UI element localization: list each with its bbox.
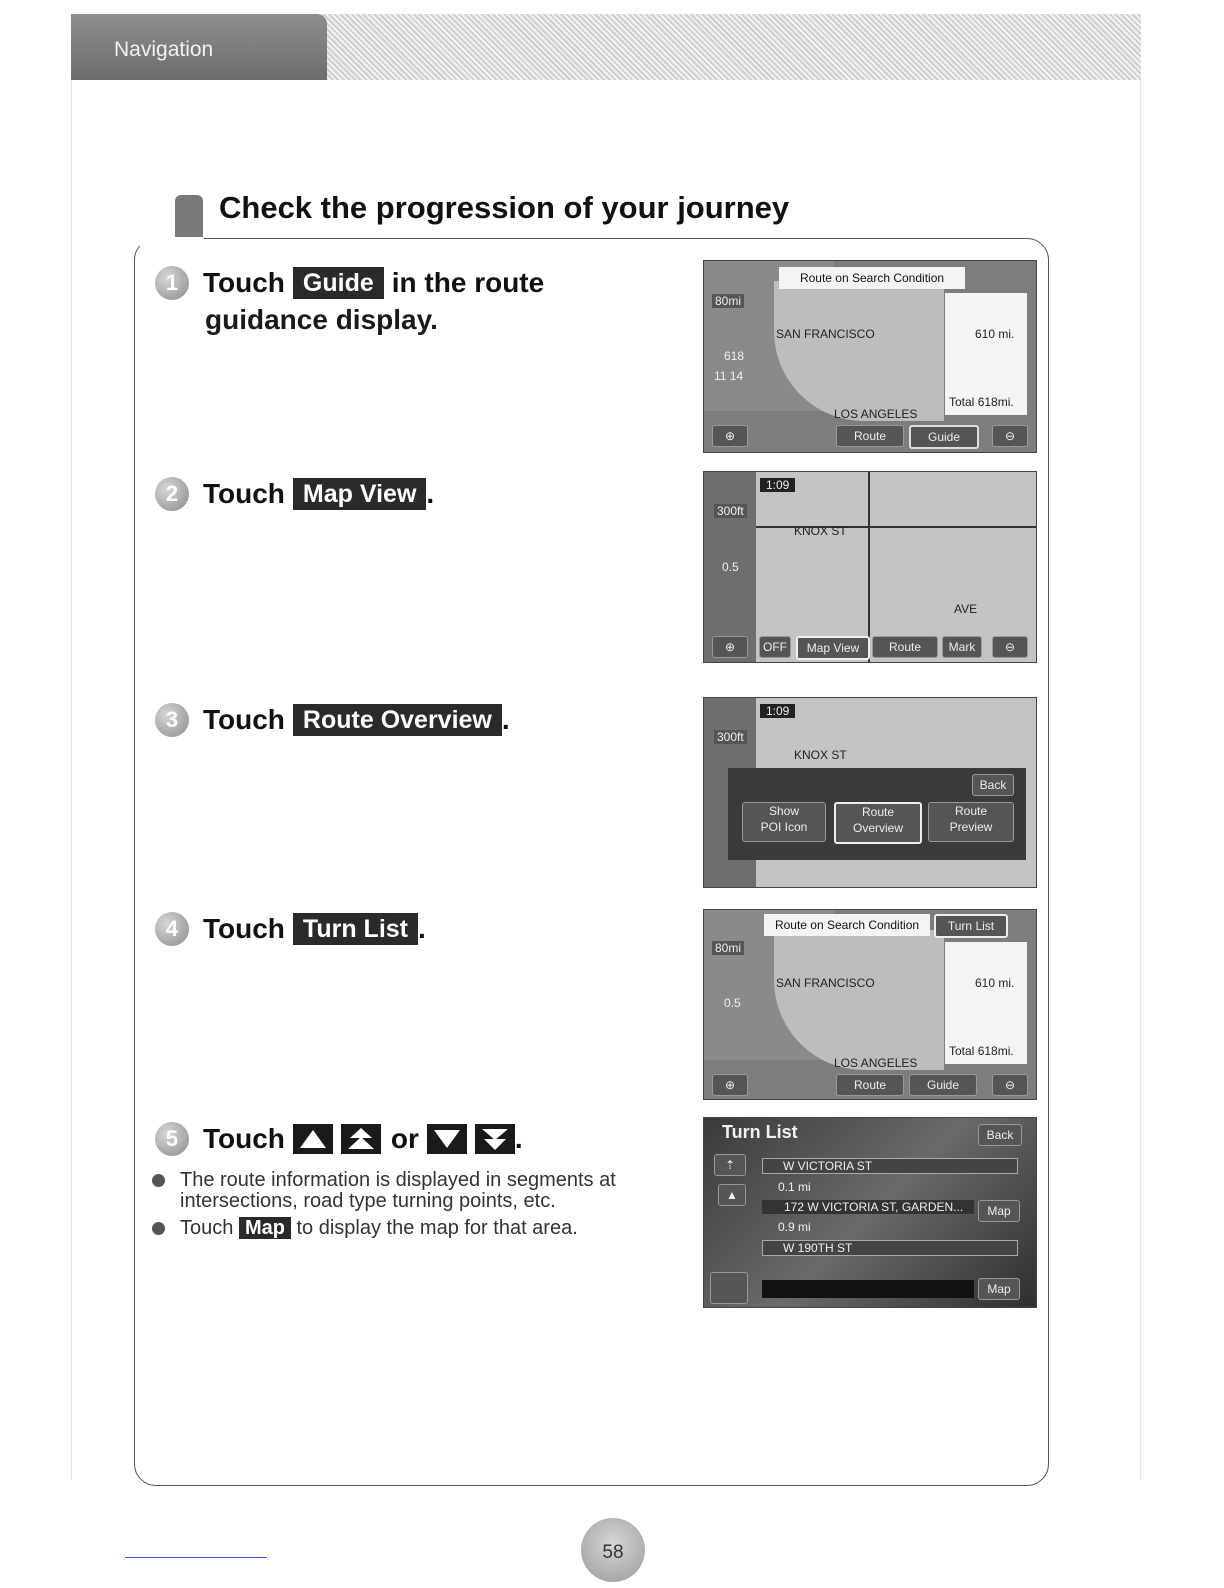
turn-list-button-label: Turn List <box>293 913 418 945</box>
turn-row-street: W VICTORIA ST <box>762 1158 1018 1174</box>
section-label: Navigation <box>114 38 214 61</box>
bullet-1: The route information is displayed in segments at intersections, road type turning points, etc. <box>150 1170 700 1212</box>
down-arrow-icon <box>427 1124 467 1154</box>
screen-map-view: 1:09 300ft KNOX ST AVE 0.5 OFF Map View Route Mark ⊕ ⊖ <box>703 471 1037 663</box>
map-view-button[interactable]: Map View <box>796 636 870 660</box>
zoom-out-icon[interactable]: ⊖ <box>992 1074 1028 1096</box>
route-overview-button[interactable]: Route Overview <box>834 802 922 844</box>
map-button[interactable]: Map <box>978 1200 1020 1222</box>
map-button-label: Map <box>239 1217 291 1239</box>
step-2: 2 Touch Map View . <box>155 477 434 511</box>
guide-button-label: Guide <box>293 267 384 299</box>
route-overview-button-label: Route Overview <box>293 704 502 736</box>
map-button[interactable]: Map <box>978 1278 1020 1300</box>
back-button[interactable]: Back <box>978 1124 1022 1146</box>
route-summary-panel: 610 mi. Total 618mi. <box>945 942 1027 1064</box>
zoom-in-icon[interactable]: ⊕ <box>712 425 748 447</box>
page-down-arrow-icon <box>475 1124 515 1154</box>
route-button[interactable]: Route <box>872 636 938 658</box>
map-view-button-label: Map View <box>293 478 426 510</box>
page-number: 58 <box>581 1518 645 1582</box>
bullet-2: Touch Map to display the map for that area. <box>150 1218 700 1239</box>
route-preview-button[interactable]: Route Preview <box>928 802 1014 842</box>
turn-list-button[interactable]: Turn List <box>934 914 1008 938</box>
step-number: 1 <box>155 266 189 300</box>
zoom-in-icon[interactable]: ⊕ <box>712 636 748 658</box>
bullet-list <box>150 1170 700 1245</box>
guide-button[interactable]: Guide <box>909 425 979 449</box>
route-button[interactable]: Route <box>836 1074 904 1096</box>
screen-turn-list: Turn List Back ⇡ ▲ W VICTORIA ST 0.1 mi 172 W VICTORIA ST, GARDEN... Map 0.9 mi W 190TH ST Map <box>703 1117 1037 1308</box>
screen-route-overview-menu: 1:09 300ft KNOX ST Back Show POI Icon Route Overview Route Preview <box>703 697 1037 888</box>
page-up-arrow-icon <box>341 1124 381 1154</box>
up-arrow-icon <box>293 1124 333 1154</box>
step-5: 5 Touch or . <box>155 1122 523 1156</box>
section-title: Check the progression of your journey <box>219 190 790 225</box>
guide-button[interactable]: Guide <box>909 1074 977 1096</box>
page-up-icon[interactable]: ⇡ <box>714 1154 746 1176</box>
screen-route-guidance: Route on Search Condition 610 mi. Total 618mi. 80mi 618 11 14 SAN FRANCISCO LOS ANGELES Route Guide ⊕ ⊖ <box>703 260 1037 453</box>
step-4: 4 Touch Turn List . <box>155 912 426 946</box>
route-summary-panel: 610 mi. Total 618mi. <box>945 293 1027 415</box>
screen-route-summary: Route on Search Condition Turn List 610 mi. Total 618mi. 80mi 0.5 SAN FRANCISCO LOS ANGELES Route Guide ⊕ ⊖ <box>703 909 1037 1100</box>
down-icon[interactable] <box>710 1272 748 1304</box>
right-margin-rule <box>1140 80 1141 1480</box>
step-1-continuation: guidance display. <box>205 304 438 335</box>
show-poi-icon-button[interactable]: Show POI Icon <box>742 802 826 842</box>
zoom-out-icon[interactable]: ⊖ <box>992 425 1028 447</box>
footer-link-line <box>125 1557 267 1558</box>
back-button[interactable]: Back <box>972 774 1014 796</box>
off-button[interactable]: OFF <box>759 636 791 658</box>
left-margin-rule <box>71 80 72 1480</box>
route-button[interactable]: Route <box>836 425 904 447</box>
step-1: 1 Touch Guide in the route <box>155 266 544 300</box>
options-popup <box>728 768 1026 860</box>
mark-button[interactable]: Mark <box>942 636 982 658</box>
section-marker <box>175 195 203 237</box>
zoom-out-icon[interactable]: ⊖ <box>992 636 1028 658</box>
turn-list-title: Turn List <box>722 1122 798 1142</box>
section-tab <box>71 14 327 80</box>
step-3: 3 Touch Route Overview . <box>155 703 510 737</box>
up-icon[interactable]: ▲ <box>718 1184 746 1206</box>
zoom-in-icon[interactable]: ⊕ <box>712 1074 748 1096</box>
